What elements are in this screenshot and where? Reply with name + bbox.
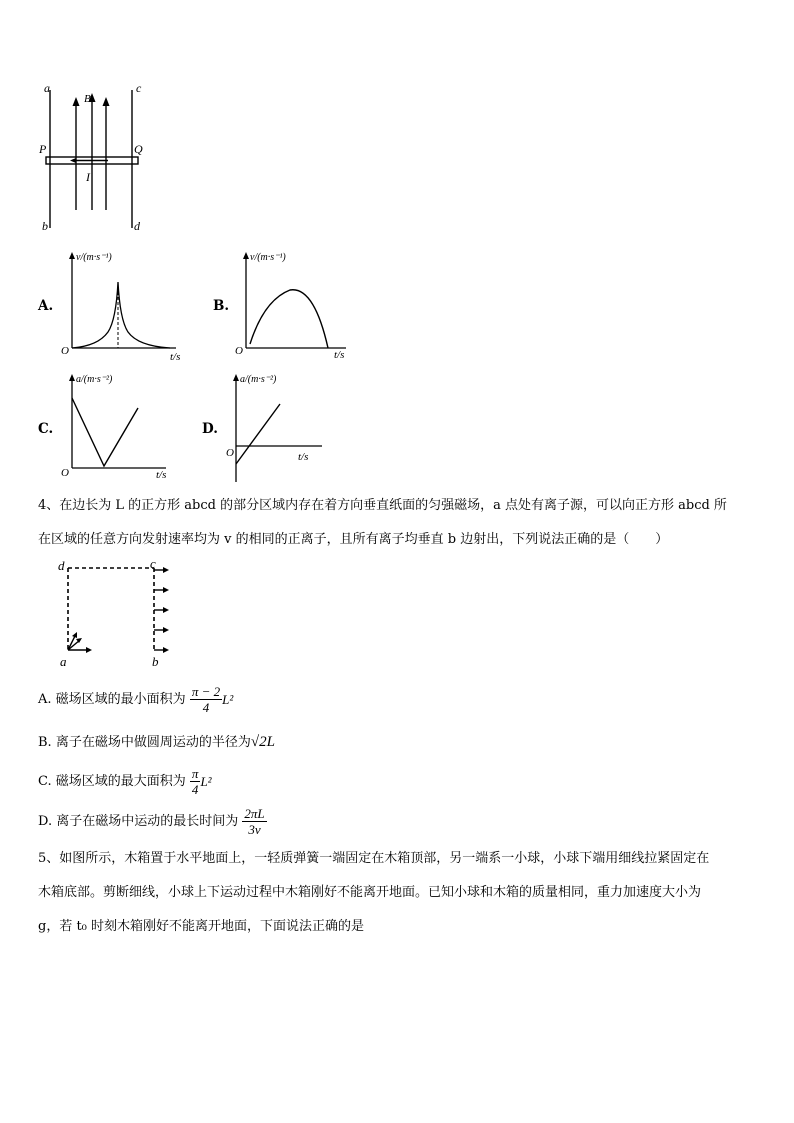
corner-a-label: a [60,654,67,669]
option-a-xlabel: t/s [170,351,181,360]
option-c-letter: C. [38,421,54,437]
q4-option-c-letter: C. [38,774,52,789]
corner-c-label: c [150,558,156,571]
label-b: b [42,219,48,233]
q4-option-d [38,806,267,837]
option-d-ylabel: a/(m·s⁻²) [240,374,277,385]
corner-d-label: d [58,558,65,573]
q4-option-b-letter: B. [38,735,52,750]
label-P: P [39,142,47,156]
q4-option-a-numerator: π − 2 [191,684,221,699]
label-c: c [136,81,142,95]
q4-option-a-fraction [190,684,222,715]
label-B: B [84,93,91,105]
option-a-origin: O [61,345,69,357]
option-c-ylabel: a/(m·s⁻²) [76,374,113,385]
label-Q: Q [134,142,143,156]
q4-option-a [38,684,233,715]
q4-option-b [38,735,275,750]
q4-option-c-tail: L² [200,774,212,789]
q4-option-a-tail: L² [222,692,234,707]
option-d-xlabel: t/s [298,451,309,463]
question-5-line-2: 木箱底部。剪断细线，小球上下运动过程中木箱刚好不能离开地面。已知小球和木箱的质量相同，重力加速度大小为 [38,885,702,900]
q4-option-c-denominator: 4 [191,782,199,797]
question-5-line-1: 5、如图所示，木箱置于水平地面上，一轻质弹簧一端固定在木箱顶部，另一端系一小球，小球下端用细线拉紧固定在 [38,851,710,866]
question-5-line-3: g，若 t₀ 时刻木箱刚好不能离开地面，下面说法正确的是 [38,919,365,934]
q4-option-d-text: 离子在磁场中运动的最长时间为 [56,814,239,829]
corner-b-label: b [152,654,159,669]
q4-option-b-text: 离子在磁场中做圆周运动的半径为 [55,735,251,750]
option-b-origin: O [235,345,243,357]
q4-option-a-letter: A. [38,692,52,707]
question-4-line-2: 在区域的任意方向发射速率均为 v 的相同的正离子，且所有离子均垂直 b 边射出，下列说法正确的是（ ） [38,532,669,547]
option-b-graph [230,248,360,360]
option-b-xlabel: t/s [334,349,345,360]
option-c-origin: O [61,467,69,479]
question-4-line-1: 4、在边长为 L 的正方形 abcd 的部分区域内存在着方向垂直纸面的匀强磁场，a 点处有离子源，可以向正方形 abcd 所 [38,498,727,513]
label-a: a [44,81,50,95]
q4-option-c-text: 磁场区域的最大面积为 [55,774,186,789]
option-d-letter: D. [202,421,218,437]
q4-option-a-text: 磁场区域的最小面积为 [55,692,186,707]
q4-option-a-denominator: 4 [202,700,210,715]
label-d: d [134,219,140,233]
option-d-graph [224,368,344,488]
q4-option-c-numerator: π [191,766,199,781]
label-I: I [86,170,90,184]
q4-option-d-fraction [242,806,266,837]
q4-option-b-math: √2L [250,734,275,750]
option-d-origin: O [226,447,234,459]
q4-option-d-letter: D. [38,814,53,829]
option-b-ylabel: v/(m·s⁻¹) [250,252,286,263]
q4-option-d-denominator: 3v [248,822,261,837]
option-a-graph [58,248,194,360]
option-a-ylabel: v/(m·s⁻¹) [76,252,112,263]
square-abcd-figure [54,558,184,670]
option-c-graph [58,368,180,482]
q4-option-c [38,766,212,797]
option-c-xlabel: t/s [156,469,167,481]
option-a-letter: A. [38,298,54,314]
option-b-letter: B. [213,298,230,314]
rails-figure [36,80,156,240]
q4-option-d-numerator: 2πL [244,806,265,821]
q4-option-c-fraction [190,766,201,797]
